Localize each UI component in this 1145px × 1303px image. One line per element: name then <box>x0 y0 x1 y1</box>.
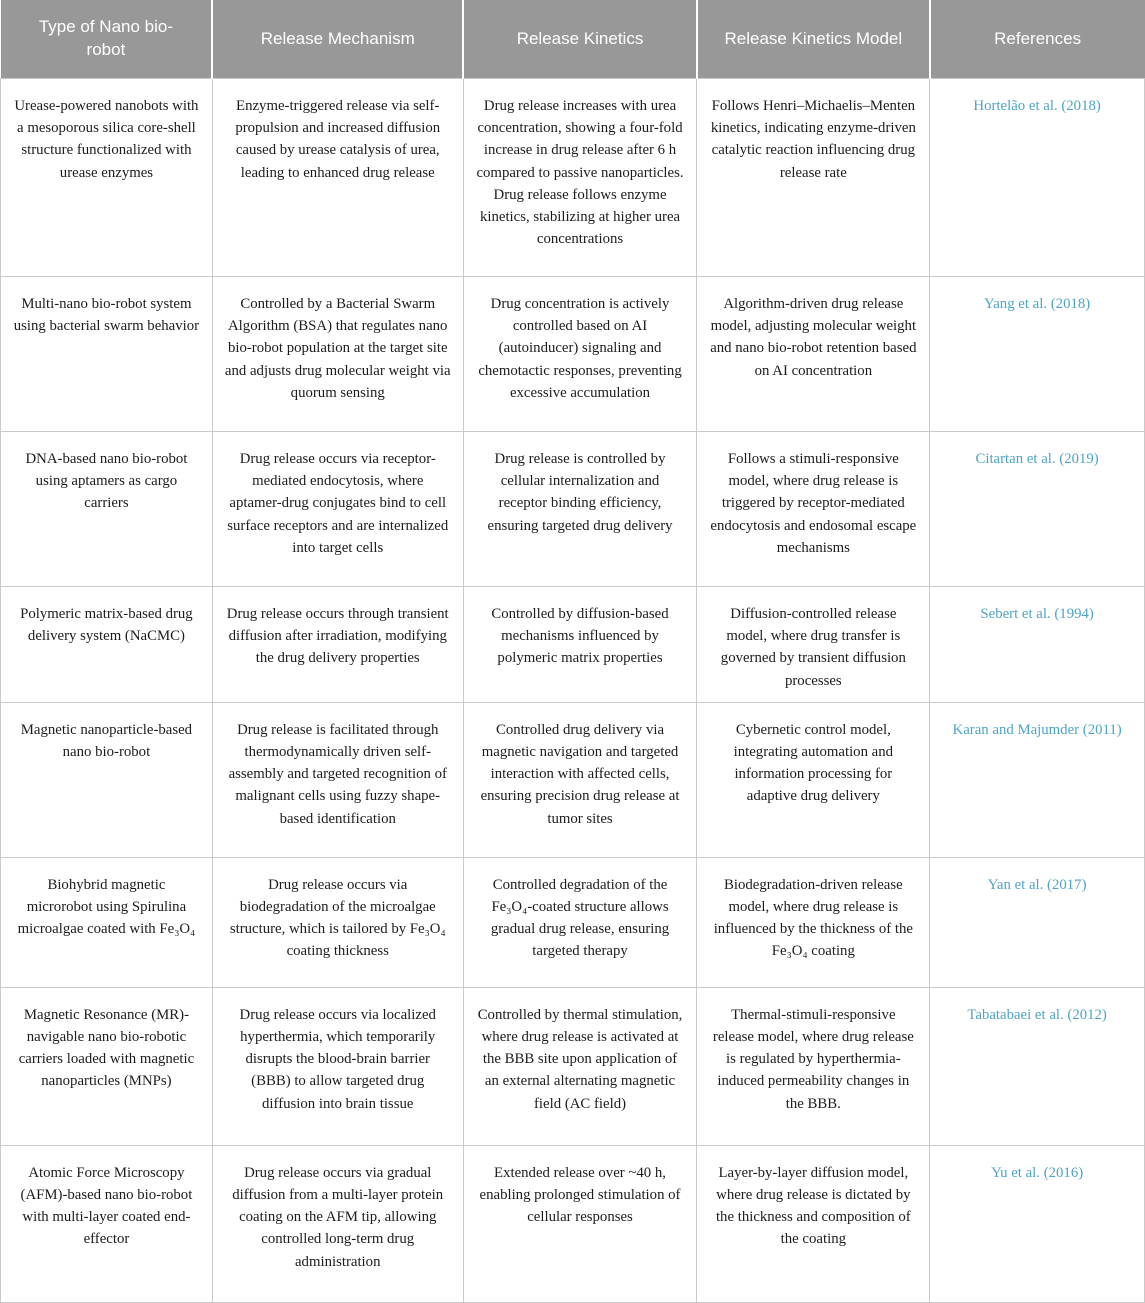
reference-link[interactable]: Sebert et al. (1994) <box>980 606 1094 622</box>
cell-mechanism: Drug release occurs via biodegradation of the microalgae structure, which is tailored by Fe₃O₄ coating thickness <box>212 857 463 987</box>
cell-mechanism: Controlled by a Bacterial Swarm Algorithm (BSA) that regulates nano bio-robot population at the target site and adjusts drug molecular weight via quorum sensing <box>212 277 463 432</box>
table-header <box>1 0 1145 79</box>
cell-kinetics: Controlled by diffusion-based mechanisms influenced by polymeric matrix properties <box>463 587 697 703</box>
cell-kinetics: Controlled degradation of the Fe₃O₄-coated structure allows gradual drug release, ensuring targeted therapy <box>463 857 697 987</box>
reference-link[interactable]: Hortelão et al. (2018) <box>973 98 1101 114</box>
cell-type: Magnetic nanoparticle-based nano bio-robot <box>1 702 213 857</box>
cell-type: Polymeric matrix-based drug delivery system (NaCMC) <box>1 587 213 703</box>
column-header-type: Type of Nano bio-robot <box>1 0 213 79</box>
cell-type: Biohybrid magnetic microrobot using Spirulina microalgae coated with Fe₃O₄ <box>1 857 213 987</box>
table-row <box>1 277 1145 432</box>
header-row <box>1 0 1145 79</box>
cell-reference <box>930 432 1145 587</box>
cell-mechanism: Drug release occurs via gradual diffusion from a multi-layer protein coating on the AFM tip, allowing controlled long-term drug administration <box>212 1145 463 1302</box>
cell-model: Layer-by-layer diffusion model, where drug release is dictated by the thickness and composition of the coating <box>697 1145 930 1302</box>
reference-link[interactable]: Yang et al. (2018) <box>984 296 1091 312</box>
table-row <box>1 1145 1145 1302</box>
cell-type: Multi-nano bio-robot system using bacterial swarm behavior <box>1 277 213 432</box>
cell-reference <box>930 1145 1145 1302</box>
reference-link[interactable]: Karan and Majumder (2011) <box>952 721 1122 738</box>
cell-type: Atomic Force Microscopy (AFM)-based nano bio-robot with multi-layer coated end-effector <box>1 1145 213 1302</box>
table-row <box>1 857 1145 987</box>
column-header-release-kinetics: Release Kinetics <box>463 0 697 79</box>
cell-model: Biodegradation-driven release model, where drug release is influenced by the thickness of the Fe₃O₄ coating <box>697 857 930 987</box>
cell-reference <box>930 702 1145 857</box>
table-row <box>1 432 1145 587</box>
cell-reference <box>930 587 1145 703</box>
cell-kinetics: Drug concentration is actively controlled based on AI (autoinducer) signaling and chemotactic responses, preventing excessive accumulation <box>463 277 697 432</box>
reference-link[interactable]: Yan et al. (2017) <box>987 876 1087 893</box>
cell-model: Cybernetic control model, integrating automation and information processing for adaptive drug delivery <box>697 702 930 857</box>
cell-kinetics: Controlled by thermal stimulation, where drug release is activated at the BBB site upon application of an external alternating magnetic field (AC field) <box>463 987 697 1145</box>
cell-model: Follows a stimuli-responsive model, where drug release is triggered by receptor-mediated endocytosis and endosomal escape mechanisms <box>697 432 930 587</box>
column-header-references: References <box>930 0 1145 79</box>
cell-kinetics: Controlled drug delivery via magnetic navigation and targeted interaction with affected cells, ensuring precision drug release at tumor sites <box>463 702 697 857</box>
cell-reference <box>930 79 1145 277</box>
table-row <box>1 702 1145 857</box>
cell-kinetics: Drug release is controlled by cellular internalization and receptor binding efficiency, ensuring targeted drug delivery <box>463 432 697 587</box>
cell-type: DNA-based nano bio-robot using aptamers as cargo carriers <box>1 432 213 587</box>
cell-model: Diffusion-controlled release model, where drug transfer is governed by transient diffusion processes <box>697 587 930 703</box>
cell-reference <box>930 277 1145 432</box>
cell-model: Follows Henri–Michaelis–Menten kinetics, indicating enzyme-driven catalytic reaction influencing drug release rate <box>697 79 930 277</box>
cell-mechanism: Drug release occurs via localized hyperthermia, which temporarily disrupts the blood-brain barrier (BBB) to allow targeted drug diffusion into brain tissue <box>212 987 463 1145</box>
reference-link[interactable]: Citartan et al. (2019) <box>975 451 1099 467</box>
cell-model: Thermal-stimuli-responsive release model, where drug release is regulated by hyperthermia-induced permeability changes in the BBB. <box>697 987 930 1145</box>
reference-link[interactable]: Tabatabaei et al. (2012) <box>967 1006 1107 1023</box>
table-row <box>1 79 1145 277</box>
table-row <box>1 987 1145 1145</box>
cell-mechanism: Drug release occurs via receptor-mediated endocytosis, where aptamer-drug conjugates bind to cell surface receptors and are internalized into target cells <box>212 432 463 587</box>
cell-type: Urease-powered nanobots with a mesoporous silica core-shell structure functionalized with urease enzymes <box>1 79 213 277</box>
cell-kinetics: Extended release over ~40 h, enabling prolonged stimulation of cellular responses <box>463 1145 697 1302</box>
table-row <box>1 587 1145 703</box>
cell-type: Magnetic Resonance (MR)-navigable nano bio-robotic carriers loaded with magnetic nanoparticles (MNPs) <box>1 987 213 1145</box>
table-body <box>1 79 1145 1303</box>
cell-mechanism: Drug release is facilitated through thermodynamically driven self-assembly and targeted recognition of malignant cells using fuzzy shape-based identification <box>212 702 463 857</box>
column-header-release-kinetics-model: Release Kinetics Model <box>697 0 930 79</box>
cell-model: Algorithm-driven drug release model, adjusting molecular weight and nano bio-robot retention based on AI concentration <box>697 277 930 432</box>
cell-kinetics: Drug release increases with urea concentration, showing a four-fold increase in drug release after 6 h compared to passive nanoparticles. Drug release follows enzyme kinetics, stabilizing at higher urea concentrations <box>463 79 697 277</box>
cell-reference <box>930 857 1145 987</box>
cell-mechanism: Drug release occurs through transient diffusion after irradiation, modifying the drug delivery properties <box>212 587 463 703</box>
cell-mechanism: Enzyme-triggered release via self-propulsion and increased diffusion caused by urease catalysis of urea, leading to enhanced drug release <box>212 79 463 277</box>
reference-link[interactable]: Yu et al. (2016) <box>991 1164 1084 1181</box>
cell-reference <box>930 987 1145 1145</box>
column-header-release-mechanism: Release Mechanism <box>212 0 463 79</box>
